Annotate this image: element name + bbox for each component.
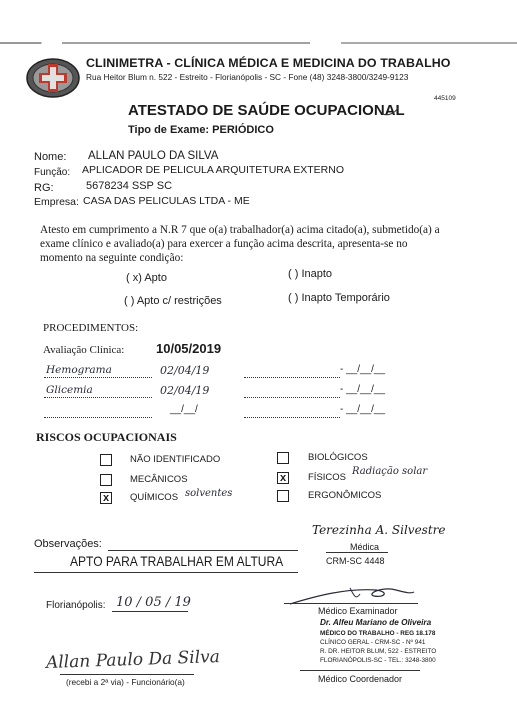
coordenador-stamp-line-3: R. DR. HEITOR BLUM, 522 - ESTREITO [320, 648, 437, 655]
proc-row-2-date: 02/04/19 [160, 384, 210, 397]
proc-row-2-right-line [244, 397, 340, 398]
observacoes-underline [108, 550, 298, 551]
clinic-logo-icon [24, 56, 82, 100]
proc-row-3-date: __/__/ [170, 404, 198, 415]
proc-row-3-right: - __/__/__ [340, 404, 386, 415]
condition-inapto: ( ) Inapto [288, 268, 333, 280]
document-number: 445109 [434, 95, 456, 102]
proc-row-2-line [44, 397, 152, 398]
condition-inapto-temporario: ( ) Inapto Temporário [288, 292, 390, 304]
document-title: ATESTADO DE SAÚDE OCUPACIONAL [128, 102, 405, 119]
proc-row-1-right-line [244, 377, 340, 378]
title-swoosh-mark [380, 106, 400, 118]
riscos-label: RISCOS OCUPACIONAIS [36, 430, 177, 444]
risk-checkbox-mecanicos [100, 474, 112, 486]
risk-checkbox-fisicos: x [277, 472, 289, 484]
statement-line-1: Atesto em cumprimento a N.R 7 que o(a) trabalhador(a) acima citado(a), submetido(a) a [40, 224, 440, 236]
scan-edge-line [0, 42, 517, 44]
proc-row-3-line [44, 417, 152, 418]
proc-row-2-name: Glicemia [46, 384, 93, 396]
risk-label-fisicos: FÍSICOS [308, 472, 347, 483]
risk-checkbox-ergonomicos [277, 490, 289, 502]
statement-line-2: exame clínico e avaliado(a) para exercer a função acima descrita, apresenta-se no [40, 238, 408, 250]
funcao-label: Função: [34, 167, 71, 178]
coordenador-stamp-line-4: FLORIANÓPOLIS-SC - TEL.: 3248-3800 [320, 657, 436, 664]
proc-row-1-name: Hemograma [46, 364, 112, 376]
risk-checkbox-quimicos: x [100, 492, 112, 504]
risk-note-fisicos: Radiação solar [352, 466, 428, 477]
rg-label: RG: [34, 182, 54, 194]
procedimentos-label: PROCEDIMENTOS: [43, 322, 139, 334]
risk-label-nao-identificado: NÃO IDENTIFICADO [130, 454, 221, 465]
risk-label-ergonomicos: ERGONÔMICOS [308, 490, 382, 501]
city-date-underline [112, 611, 188, 612]
clinic-name: CLINIMETRA - CLÍNICA MÉDICA E MEDICINA DO TRABALHO [86, 56, 451, 70]
risk-checkbox-nao-identificado [100, 454, 112, 466]
empresa-value: CASA DAS PELICULAS LTDA - ME [83, 195, 250, 207]
rg-value: 5678234 SSP SC [86, 180, 173, 192]
proc-row-1-line [44, 377, 152, 378]
condition-apto: ( x) Apto [126, 272, 167, 284]
observacoes-value: APTO PARA TRABALHAR EM ALTURA [70, 553, 284, 569]
coordenador-stamp-line-2: CLÍNICO GERAL - CRM-SC - Nº 941 [320, 639, 426, 646]
risk-checkbox-biologicos [277, 452, 289, 464]
city-date-value: 10 / 05 / 19 [116, 595, 191, 610]
examinador-signature [286, 584, 418, 608]
proc-row-3-right-line [244, 417, 340, 418]
examinador-line [284, 603, 418, 604]
medico-stamp-name: Terezinha A. Silvestre [312, 523, 446, 537]
statement-line-3: momento na seguinte condição: [40, 252, 184, 264]
risk-note-quimicos: solventes [185, 488, 233, 499]
risk-label-quimicos: QUÍMICOS [130, 492, 179, 503]
empresa-label: Empresa: [34, 196, 79, 208]
coordenador-stamp-line-1: MÉDICO DO TRABALHO - REG 18.178 [320, 630, 436, 637]
exam-type: Tipo de Exame: PERIÓDICO [128, 124, 274, 136]
funcionario-signature: Allan Paulo Da Silva [45, 646, 221, 674]
clinic-address: Rua Heitor Blum n. 522 - Estreito - Florianópolis - SC - Fone (48) 3248-3800/3249-9123 [86, 72, 409, 82]
coordenador-stamp-name: Dr. Alfeu Mariano de Oliveira [320, 618, 432, 627]
city-label: Florianópolis: [46, 600, 106, 611]
observacoes-bottom-line [34, 572, 298, 573]
risk-label-mecanicos: MECÂNICOS [130, 474, 188, 485]
medico-stamp-role: Médica [350, 542, 380, 552]
medico-stamp-crm: CRM-SC 4448 [326, 556, 385, 566]
coordenador-line [300, 670, 420, 671]
funcionario-line [60, 674, 194, 675]
coordenador-label: Médico Coordenador [318, 674, 403, 684]
observacoes-label: Observações: [34, 538, 102, 550]
funcao-value: APLICADOR DE PELICULA ARQUITETURA EXTERNO [82, 164, 344, 176]
proc-row-1-right: - __/__/__ [340, 364, 386, 375]
funcionario-label: (recebi a 2ª via) - Funcionário(a) [66, 677, 185, 687]
avaliacao-clinica-label: Avaliação Clínica: [43, 344, 125, 356]
condition-apto-restricoes: ( ) Apto c/ restrições [124, 295, 222, 307]
proc-row-1-date: 02/04/19 [160, 364, 210, 377]
nome-value: ALLAN PAULO DA SILVA [88, 150, 219, 162]
proc-row-2-right: - __/__/__ [340, 384, 386, 395]
nome-label: Nome: [34, 151, 67, 163]
risk-label-biologicos: BIOLÓGICOS [308, 452, 368, 463]
avaliacao-clinica-date: 10/05/2019 [156, 341, 222, 356]
medico-stamp-rule [326, 552, 388, 553]
examinador-label: Médico Examinador [318, 606, 398, 616]
